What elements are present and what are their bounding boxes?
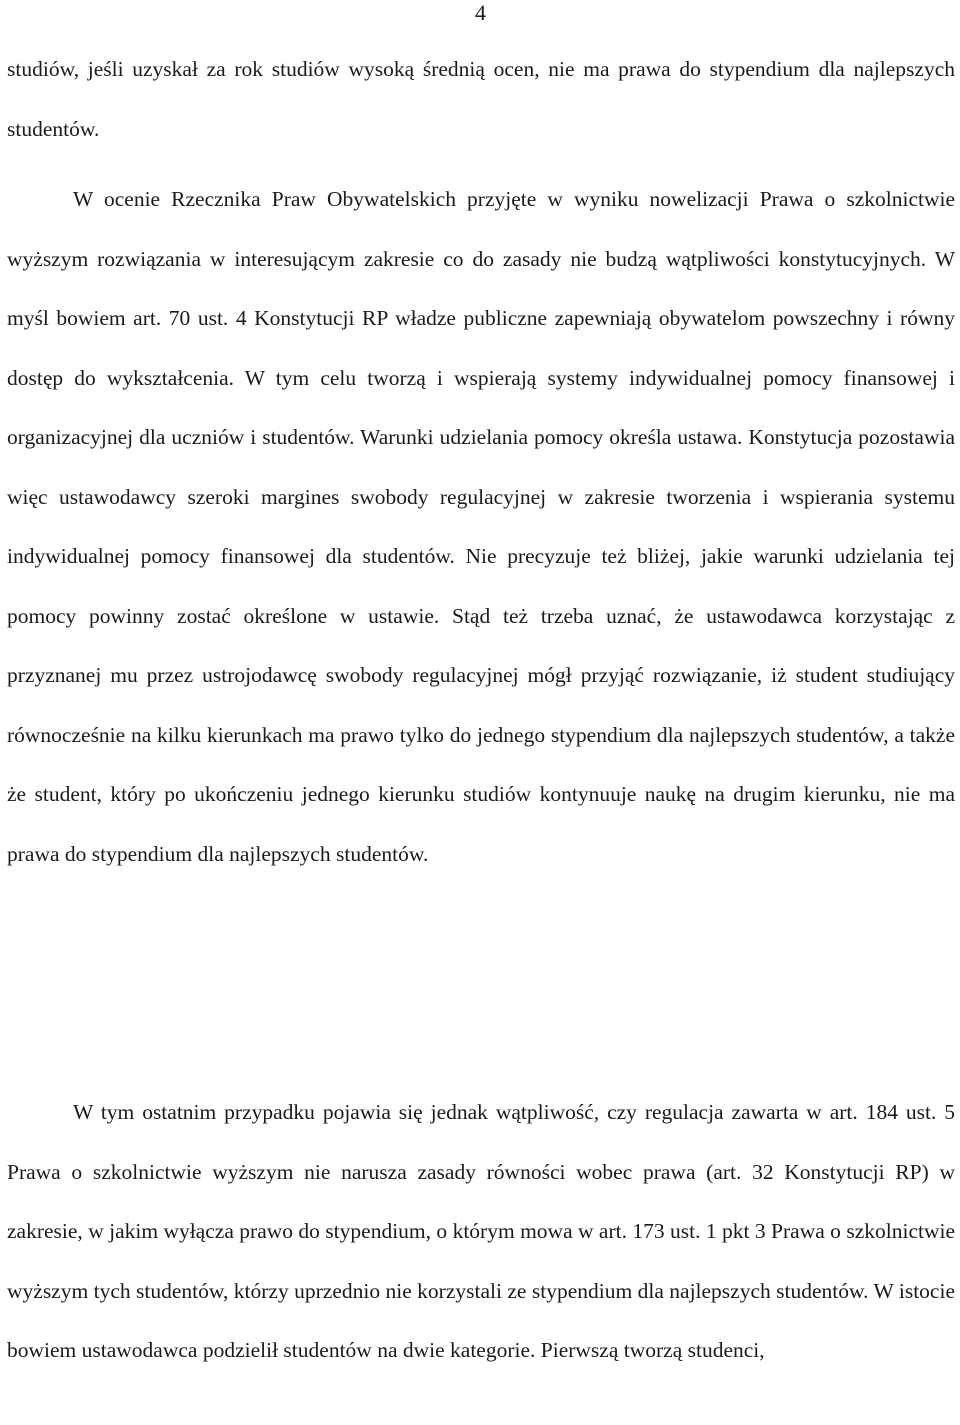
paragraph-continuation: studiów, jeśli uzyskał za rok studiów wysoką średnią ocen, nie ma prawa do stypendium dla najlepszych studentów.	[7, 57, 955, 141]
paragraph-rpo-assessment: W ocenie Rzecznika Praw Obywatelskich przyjęte w wyniku nowelizacji Prawa o szkolnictwie wyższym rozwiązania w interesującym zakresie co do zasady nie budzą wątpliwości konstytucyjnych. W myśl bowiem art. 70 ust. 4 Konstytucji RP władze publiczne zapewniają obywatelom powszechny i równy dostęp do wykształcenia. W tym celu tworzą i wspierają systemy indywidualnej pomocy finansowej i organizacyjnej dla uczniów i studentów. Warunki udzielania pomocy określa ustawa. Konstytucja pozostawia więc ustawodawcy szeroki margines swobody regulacyjnej w zakresie tworzenia i wspierania systemu indywidualnej pomocy finansowej dla studentów. Nie precyzuje też bliżej, jakie warunki udzielania tej pomocy powinny zostać określone w ustawie. Stąd też trzeba uznać, że ustawodawca korzystając z przyznanej mu przez ustrojodawcę swobody regulacyjnej mógł przyjąć rozwiązanie, iż student studiujący równocześnie na kilku kierunkach ma prawo tylko do jednego stypendium dla najlepszych studentów, a także że student, który po ukończeniu jednego kierunku studiów kontynuuje naukę na drugim kierunku, nie ma prawa do stypendium dla najlepszych studentów.	[7, 187, 955, 866]
paragraph-equality-doubt: W tym ostatnim przypadku pojawia się jednak wątpliwość, czy regulacja zawarta w art. 184 ust. 5 Prawa o szkolnictwie wyższym nie narusza zasady równości wobec prawa (art. 32 Konstytucji RP) w zakresie, w jakim wyłącza prawo do stypendium, o którym mowa w art. 173 ust. 1 pkt 3 Prawa o szkolnictwie wyższym tych studentów, którzy uprzednio nie korzystali ze stypendium dla najlepszych studentów. W istocie bowiem ustawodawca podzielił studentów na dwie kategorie. Pierwszą tworzą studenci,	[7, 1100, 955, 1362]
page-number: 4	[475, 0, 486, 25]
